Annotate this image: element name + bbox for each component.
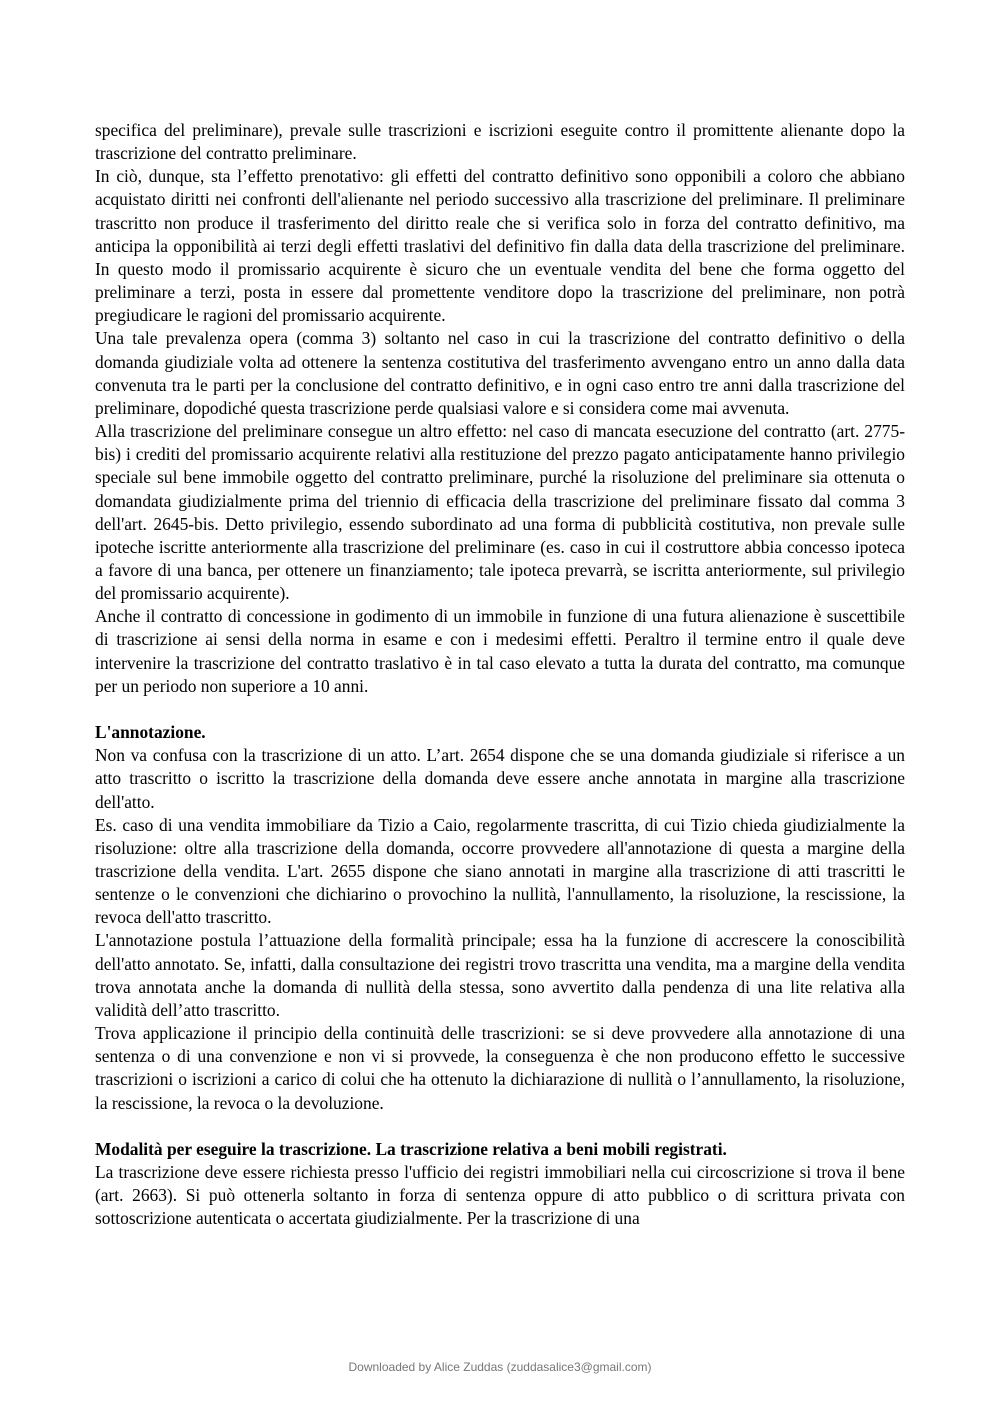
- section-heading-annotazione: L'annotazione.: [95, 722, 206, 743]
- paragraph: L'annotazione postula l’attuazione della formalità principale; essa ha la funzione di accrescere la conoscibilità dell'atto annotato. Se, infatti, dalla consultazione dei registri trovo trascritta una vendita, ma a margine della vendita trova annotata anche la domanda di nullità della stessa, sono avvertito dalla pendenza di una lite relativa alla validità dell’atto trascritto.: [95, 930, 905, 1020]
- document-page: [95, 119, 905, 1230]
- section-spacer: [95, 1115, 905, 1138]
- paragraph: In ciò, dunque, sta l’effetto prenotativo: gli effetti del contratto definitivo sono opponibili a coloro che abbiano acquistato diritti nei confronti dell'alienante nel periodo successivo alla trascrizione del preliminare. Il preliminare trascritto non produce il trasferimento del diritto reale che si verifica solo in forza del contratto definitivo, ma anticipa la opponibilità ai terzi degli effetti traslativi del definitivo fin dalla data della trascrizione del preliminare. In questo modo il promissario acquirente è sicuro che un eventuale vendita del bene che forma oggetto del preliminare a terzi, posta in essere dal promettente venditore dopo la trascrizione del preliminare, non potrà pregiudicare le ragioni del promissario acquirente.: [95, 166, 905, 326]
- paragraph: Non va confusa con la trascrizione di un atto. L’art. 2654 dispone che se una domanda giudiziale si riferisce a un atto trascritto o iscritto la trascrizione della domanda deve essere anche annotata in margine alla trascrizione dell'atto.: [95, 745, 905, 812]
- paragraph: specifica del preliminare), prevale sulle trascrizioni e iscrizioni eseguite contro il promittente alienante dopo la trascrizione del contratto preliminare.: [95, 120, 905, 164]
- paragraph: Alla trascrizione del preliminare consegue un altro effetto: nel caso di mancata esecuzione del contratto (art. 2775-bis) i crediti del promissario acquirente relativi alla restituzione del prezzo pagato anticipatamente hanno privilegio speciale sul bene immobile oggetto del contratto preliminare, purché la risoluzione del preliminare sia ottenuta o domandata giudizialmente prima del triennio di efficacia della trascrizione del preliminare fissato dal comma 3 dell'art. 2645-bis. Detto privilegio, essendo subordinato ad una forma di pubblicità costitutiva, non prevale sulle ipoteche iscritte anteriormente alla trascrizione del preliminare (es. caso in cui il costruttore abbia concesso ipoteca a favore di una banca, per ottenere un finanziamento; tale ipoteca prevarrà, se iscritta anteriormente, sul privilegio del promissario acquirente).: [95, 421, 905, 604]
- paragraph: Una tale prevalenza opera (comma 3) soltanto nel caso in cui la trascrizione del contratto definitivo o della domanda giudiziale volta ad ottenere la sentenza costitutiva del trasferimento avvengano entro un anno dalla data convenuta tra le parti per la conclusione del contratto definitivo, e in ogni caso entro tre anni dalla trascrizione del preliminare, dopodiché questa trascrizione perde qualsiasi valore e si considera come mai avvenuta.: [95, 328, 905, 418]
- paragraph: La trascrizione deve essere richiesta presso l'ufficio dei registri immobiliari nella cui circoscrizione si trova il bene (art. 2663). Si può ottenerla soltanto in forza di sentenza oppure di atto pubblico o di scrittura privata con sottoscrizione autenticata o accertata giudizialmente. Per la trascrizione di una: [95, 1162, 905, 1229]
- paragraph: Trova applicazione il principio della continuità delle trascrizioni: se si deve provvedere alla annotazione di una sentenza o di una convenzione e non vi si provvede, la conseguenza è che non producono effetto le successive trascrizioni o iscrizioni a carico di colui che ha ottenuto la dichiarazione di nullità o l’annullamento, la risoluzione, la rescissione, la revoca o la devoluzione.: [95, 1023, 905, 1113]
- section-heading-modalita: Modalità per eseguire la trascrizione. La trascrizione relativa a beni mobili registrati.: [95, 1138, 727, 1159]
- paragraph: Es. caso di una vendita immobiliare da Tizio a Caio, regolarmente trascritta, di cui Tizio chieda giudizialmente la risoluzione: oltre alla trascrizione della domanda, occorre provvedere all'annotazione di questa a margine della trascrizione della vendita. L'art. 2655 dispone che siano annotati in margine alla trascrizione di atti trascritti le sentenze o le convenzioni che dichiarino o provochino la nullità, l'annullamento, la risoluzione, la rescissione, la revoca dell'atto trascritto.: [95, 814, 905, 928]
- paragraph: Anche il contratto di concessione in godimento di un immobile in funzione di una futura alienazione è suscettibile di trascrizione ai sensi della norma in esame e con i medesimi effetti. Peraltro il termine entro il quale deve intervenire la trascrizione del contratto traslativo è in tal caso elevato a tutta la durata del contratto, ma comunque per un periodo non superiore a 10 anni.: [95, 606, 905, 696]
- section-spacer: [95, 698, 905, 721]
- download-footer: Downloaded by Alice Zuddas (zuddasalice3@gmail.com): [348, 1360, 652, 1374]
